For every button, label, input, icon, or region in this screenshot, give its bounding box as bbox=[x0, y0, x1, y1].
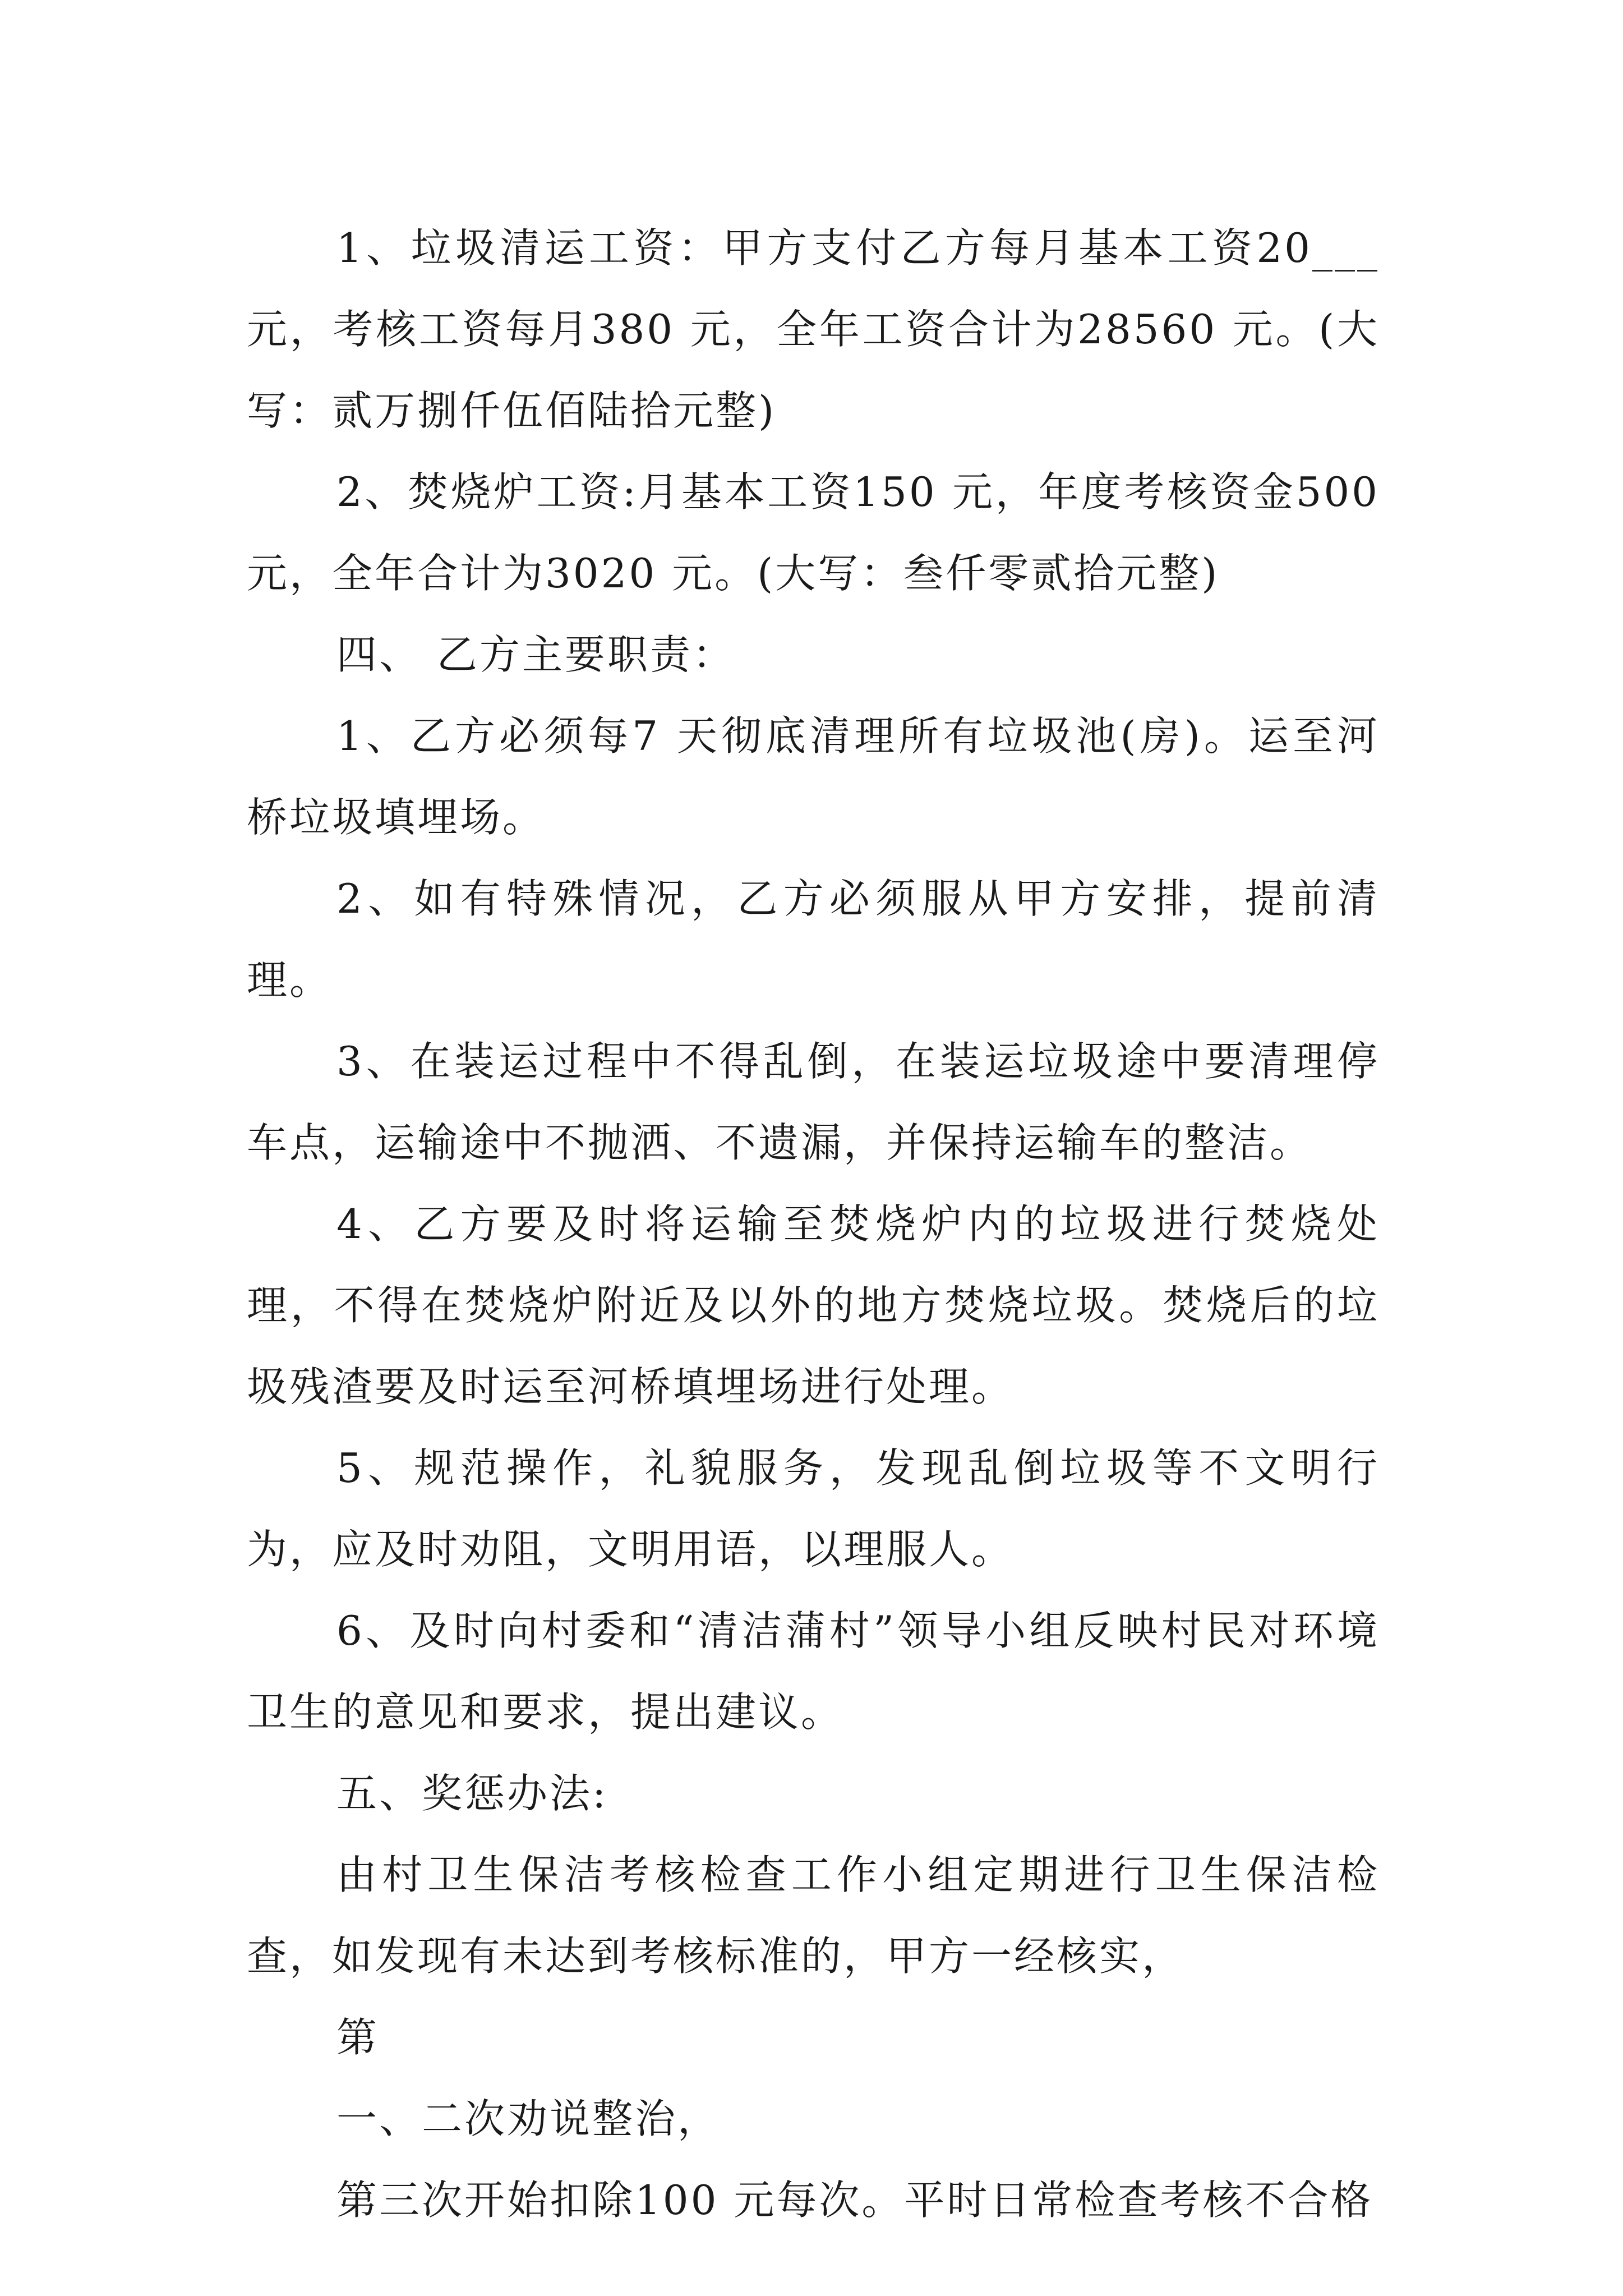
paragraph-deduction: 第三次开始扣除100 元每次。平时日常检查考核不合格 bbox=[336, 2177, 1373, 2224]
paragraph-persuasion: 一、二次劝说整治， bbox=[336, 2095, 721, 2142]
paragraph-inspection: 由村卫生保洁考核检查工作小组定期进行卫生保洁检查，如发现有未达到考核标准的，甲方一经核实， bbox=[247, 1851, 1380, 1980]
paragraph-duty-5: 5、规范操作，礼貌服务，发现乱倒垃圾等不文明行为，应及时劝阻，文明用语，以理服人。 bbox=[247, 1444, 1380, 1573]
paragraph-incinerator-wage: 2、焚烧炉工资:月基本工资150 元，年度考核资金500元，全年合计为3020 元。(大写：叁仟零贰拾元整) bbox=[247, 468, 1380, 597]
paragraph-fragment-di: 第 bbox=[336, 2014, 380, 2061]
paragraph-duty-2: 2、如有特殊情况，乙方必须服从甲方安排，提前清理。 bbox=[247, 875, 1380, 1004]
section-heading-duties: 四、 乙方主要职责： bbox=[336, 631, 735, 678]
paragraph-duty-3: 3、在装运过程中不得乱倒，在装运垃圾途中要清理停车点，运输途中不抛洒、不遗漏，并保持运输车的整洁。 bbox=[247, 1038, 1380, 1166]
paragraph-duty-6: 6、及时向村委和“清洁蒲村”领导小组反映村民对环境卫生的意见和要求，提出建议。 bbox=[247, 1607, 1380, 1736]
paragraph-duty-1: 1、乙方必须每7 天彻底清理所有垃圾池(房)。运至河桥垃圾填埋场。 bbox=[247, 712, 1380, 841]
document-body bbox=[247, 208, 1380, 2241]
paragraph-garbage-wage: 1、垃圾清运工资：甲方支付乙方每月基本工资20___元，考核工资每月380 元，全年工资合计为28560 元。(大写：贰万捌仟伍佰陆拾元整) bbox=[247, 224, 1380, 434]
paragraph-duty-4: 4、乙方要及时将运输至焚烧炉内的垃圾进行焚烧处理，不得在焚烧炉附近及以外的地方焚烧垃圾。焚烧后的垃圾残渣要及时运至河桥填埋场进行处理。 bbox=[247, 1200, 1380, 1410]
section-heading-rewards: 五、奖惩办法: bbox=[336, 1770, 608, 1817]
